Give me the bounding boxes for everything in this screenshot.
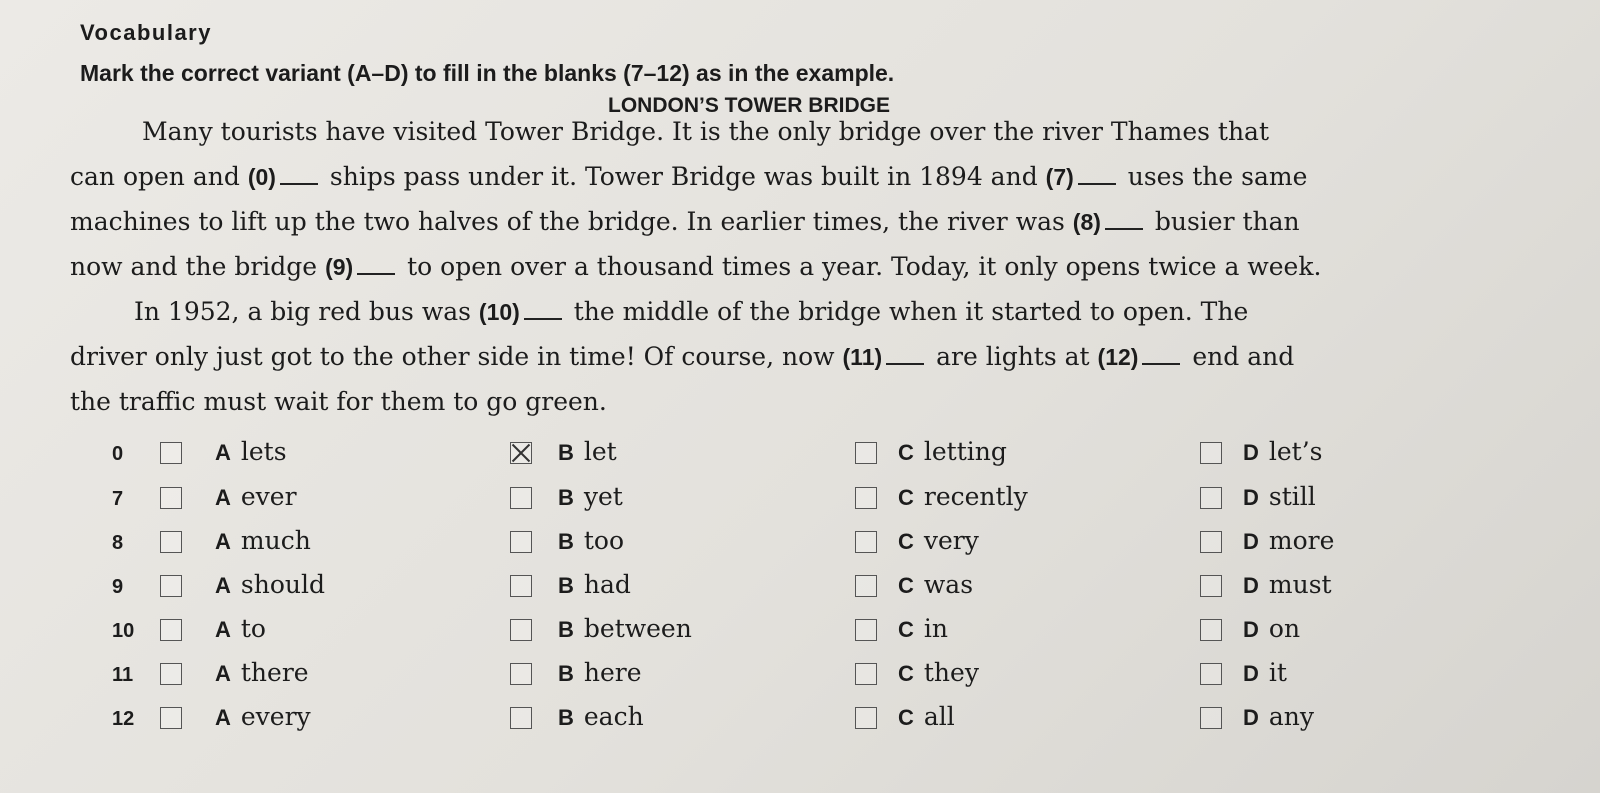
passage-text: busier than xyxy=(1154,207,1300,236)
option-checkbox-d[interactable] xyxy=(1200,442,1222,464)
option-text: there xyxy=(240,658,309,687)
option-text: here xyxy=(583,658,642,687)
passage-text: are lights at xyxy=(936,342,1090,371)
option-checkbox-d[interactable] xyxy=(1200,707,1222,729)
option-checkbox-c[interactable] xyxy=(855,663,877,685)
option-label xyxy=(898,658,979,687)
passage-line xyxy=(70,387,1515,417)
option-label xyxy=(1243,570,1332,599)
option-checkbox-c[interactable] xyxy=(855,707,877,729)
option-text: lets xyxy=(240,437,287,466)
blank-8[interactable] xyxy=(1105,208,1143,230)
option-text: between xyxy=(583,614,692,643)
passage-line xyxy=(70,297,1579,327)
option-label xyxy=(898,526,979,555)
option-label xyxy=(898,570,973,599)
option-checkbox-a[interactable] xyxy=(160,575,182,597)
blank-9[interactable] xyxy=(357,253,395,275)
option-checkbox-a[interactable] xyxy=(160,619,182,641)
option-text: each xyxy=(583,702,644,731)
option-checkbox-b[interactable] xyxy=(510,487,532,509)
option-checkbox-d[interactable] xyxy=(1200,663,1222,685)
option-text: more xyxy=(1268,526,1335,555)
passage-text: end and xyxy=(1192,342,1295,371)
question-row xyxy=(0,612,1600,652)
option-checkbox-c[interactable] xyxy=(855,619,877,641)
option-checkbox-a[interactable] xyxy=(160,442,182,464)
option-letter: C xyxy=(898,440,914,465)
option-text: to xyxy=(240,614,266,643)
option-letter: D xyxy=(1243,661,1259,686)
option-checkbox-a[interactable] xyxy=(160,707,182,729)
option-label xyxy=(1243,658,1287,687)
question-number: 7 xyxy=(112,488,124,510)
question-row xyxy=(0,435,1600,475)
option-letter: D xyxy=(1243,617,1259,642)
passage-line xyxy=(70,207,1515,237)
option-label xyxy=(558,482,623,511)
blank-11[interactable] xyxy=(886,343,924,365)
option-letter: D xyxy=(1243,573,1259,598)
option-label xyxy=(215,482,297,511)
question-number: 11 xyxy=(112,664,134,686)
option-label xyxy=(1243,614,1300,643)
option-text: every xyxy=(240,702,311,731)
option-text: still xyxy=(1268,482,1316,511)
option-letter: A xyxy=(215,705,231,730)
option-text: too xyxy=(583,526,625,555)
option-text: recently xyxy=(923,482,1028,511)
option-text: all xyxy=(923,702,955,731)
question-row xyxy=(0,568,1600,608)
option-letter: B xyxy=(558,485,574,510)
passage-text: the traffic must wait for them to go green. xyxy=(70,387,607,416)
option-checkbox-c[interactable] xyxy=(855,442,877,464)
option-label xyxy=(1243,482,1316,511)
option-label xyxy=(558,614,692,643)
question-number: 0 xyxy=(112,443,124,465)
option-label xyxy=(898,482,1028,511)
option-checkbox-c[interactable] xyxy=(855,487,877,509)
passage-text: now and the bridge xyxy=(70,252,318,281)
blank-10[interactable] xyxy=(524,298,562,320)
option-checkbox-a[interactable] xyxy=(160,487,182,509)
option-label xyxy=(898,614,948,643)
passage-line xyxy=(70,342,1515,372)
option-letter: C xyxy=(898,661,914,686)
section-heading: Vocabulary xyxy=(80,20,212,45)
option-label xyxy=(898,702,955,731)
option-letter: B xyxy=(558,573,574,598)
option-label xyxy=(215,702,311,731)
option-letter: B xyxy=(558,617,574,642)
option-label xyxy=(558,658,642,687)
option-letter: B xyxy=(558,440,574,465)
option-text: very xyxy=(923,526,979,555)
option-label xyxy=(1243,702,1314,731)
option-letter: C xyxy=(898,485,914,510)
option-text: should xyxy=(240,570,325,599)
option-checkbox-b[interactable] xyxy=(510,575,532,597)
option-label xyxy=(215,614,266,643)
instruction-text: Mark the correct variant (A–D) to fill in the blanks (7–12) as in the example. xyxy=(80,60,895,86)
option-text: it xyxy=(1268,658,1287,687)
option-checkbox-d[interactable] xyxy=(1200,487,1222,509)
option-checkbox-b[interactable] xyxy=(510,531,532,553)
option-checkbox-b[interactable] xyxy=(510,619,532,641)
blank-number: (10) xyxy=(478,299,520,325)
blank-number: (9) xyxy=(325,254,354,280)
blank-number: (11) xyxy=(842,344,883,370)
option-label xyxy=(558,437,617,466)
option-label xyxy=(215,526,311,555)
option-label xyxy=(558,526,624,555)
option-letter: D xyxy=(1243,485,1259,510)
question-row xyxy=(0,480,1600,520)
option-checkbox-a[interactable] xyxy=(160,531,182,553)
passage-text: In 1952, a big red bus was xyxy=(134,297,471,326)
option-text: letting xyxy=(923,437,1007,466)
option-letter: A xyxy=(215,440,231,465)
option-text: much xyxy=(240,526,311,555)
option-letter: A xyxy=(215,573,231,598)
option-label xyxy=(898,437,1007,466)
blank-number: (0) xyxy=(247,164,276,190)
option-letter: D xyxy=(1243,705,1259,730)
option-text: let xyxy=(583,437,617,466)
passage-text: ships pass under it. Tower Bridge was built in 1894 and xyxy=(329,162,1038,191)
option-label xyxy=(215,658,309,687)
passage-title: LONDON’S TOWER BRIDGE xyxy=(608,94,890,117)
passage-text: driver only just got to the other side in time! Of course, now xyxy=(70,342,835,371)
option-letter: A xyxy=(215,529,231,554)
blank-number: (7) xyxy=(1045,164,1074,190)
passage-text: to open over a thousand times a year. Today, it only opens twice a week. xyxy=(407,252,1322,281)
passage-line xyxy=(70,252,1515,282)
option-checkbox-c[interactable] xyxy=(855,575,877,597)
option-checkbox-b[interactable] xyxy=(510,442,532,464)
option-checkbox-d[interactable] xyxy=(1200,575,1222,597)
passage-line xyxy=(70,162,1515,192)
question-number: 12 xyxy=(112,708,135,730)
option-checkbox-a[interactable] xyxy=(160,663,182,685)
question-number: 8 xyxy=(112,532,124,554)
blank-0[interactable] xyxy=(280,163,318,185)
option-checkbox-d[interactable] xyxy=(1200,619,1222,641)
passage-line xyxy=(70,117,1587,147)
question-number: 10 xyxy=(112,620,135,642)
option-label xyxy=(558,702,644,731)
option-letter: C xyxy=(898,529,914,554)
option-text: must xyxy=(1268,570,1332,599)
passage-text: can open and xyxy=(70,162,240,191)
option-letter: A xyxy=(215,661,231,686)
option-letter: A xyxy=(215,617,231,642)
blank-number: (12) xyxy=(1097,344,1139,370)
option-checkbox-c[interactable] xyxy=(855,531,877,553)
option-text: on xyxy=(1268,614,1301,643)
passage-text: the middle of the bridge when it started to open. The xyxy=(573,297,1249,326)
option-text: had xyxy=(583,570,631,599)
option-checkbox-d[interactable] xyxy=(1200,531,1222,553)
option-label xyxy=(215,570,325,599)
option-letter: C xyxy=(898,573,914,598)
option-label xyxy=(1243,526,1334,555)
passage-text: uses the same xyxy=(1127,162,1308,191)
passage-text: machines to lift up the two halves of the bridge. In earlier times, the river was xyxy=(70,207,1065,236)
option-text: ever xyxy=(240,482,297,511)
option-text: let’s xyxy=(1268,437,1323,466)
option-label xyxy=(1243,437,1323,466)
option-text: yet xyxy=(583,482,623,511)
option-letter: B xyxy=(558,705,574,730)
option-checkbox-b[interactable] xyxy=(510,663,532,685)
option-letter: B xyxy=(558,661,574,686)
option-text: was xyxy=(923,570,974,599)
question-row xyxy=(0,700,1600,740)
option-letter: D xyxy=(1243,529,1259,554)
passage-text: Many tourists have visited Tower Bridge. It is the only bridge over the river Thames that xyxy=(142,117,1269,146)
option-label xyxy=(215,437,287,466)
option-text: in xyxy=(923,614,948,643)
option-text: any xyxy=(1268,702,1315,731)
option-checkbox-b[interactable] xyxy=(510,707,532,729)
option-label xyxy=(558,570,631,599)
option-letter: A xyxy=(215,485,231,510)
question-number: 9 xyxy=(112,576,124,598)
option-letter: C xyxy=(898,617,914,642)
question-row xyxy=(0,656,1600,696)
question-row xyxy=(0,524,1600,564)
blank-7[interactable] xyxy=(1078,163,1116,185)
blank-12[interactable] xyxy=(1142,343,1180,365)
option-letter: C xyxy=(898,705,914,730)
blank-number: (8) xyxy=(1072,209,1101,235)
option-letter: B xyxy=(558,529,574,554)
option-letter: D xyxy=(1243,440,1259,465)
option-text: they xyxy=(923,658,979,687)
